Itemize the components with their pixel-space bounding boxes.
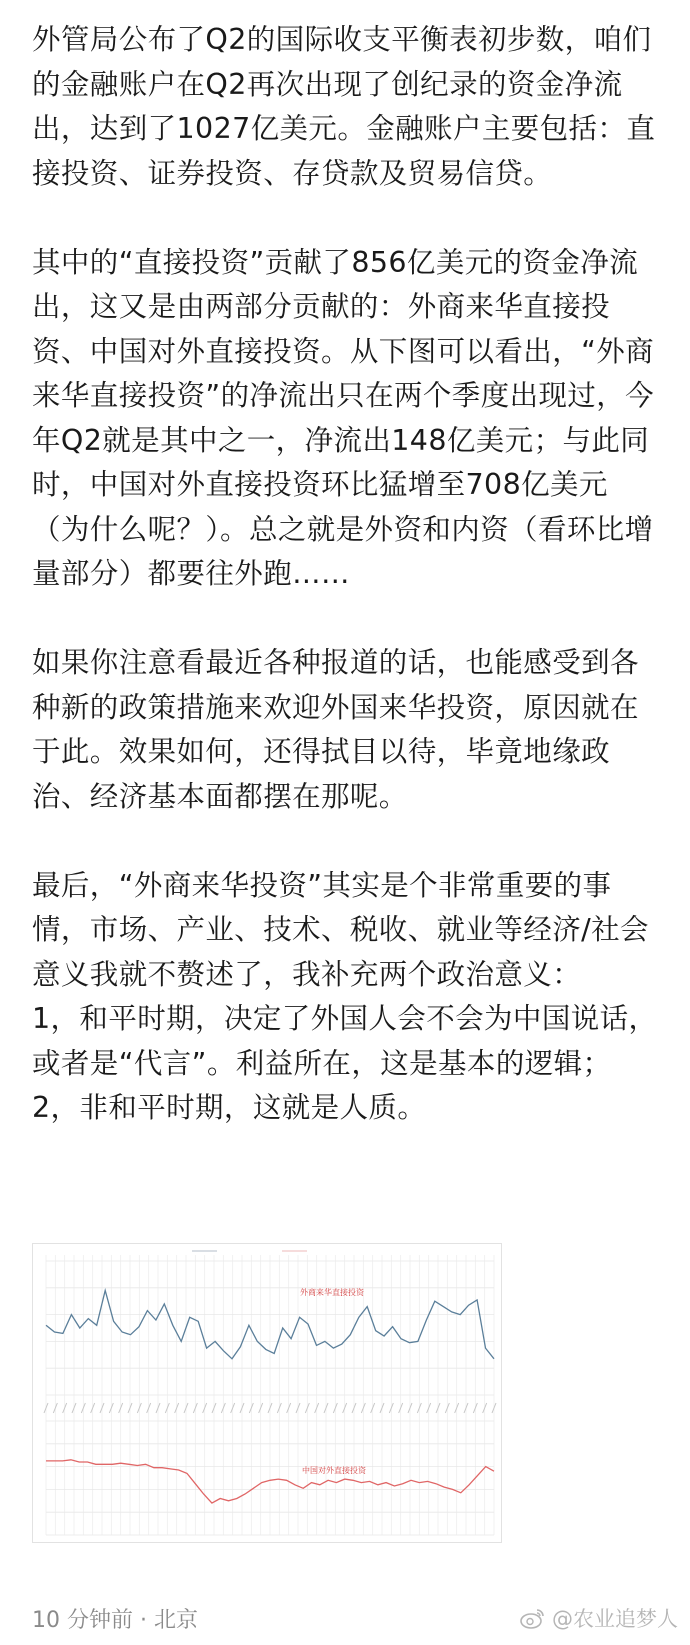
post-paragraph: 外管局公布了Q2的国际收支平衡表初步数，咱们的金融账户在Q2再次出现了创纪录的资金净流出，达到了1027亿美元。金融账户主要包括：直接投资、证券投资、存贷款及贸易信贷。 xyxy=(32,23,656,190)
weibo-logo-icon xyxy=(520,1607,546,1629)
post-paragraph: 如果你注意看最近各种报道的话，也能感受到各种新的政策措施来欢迎外国来华投资，原因就在于此。效果如何，还得拭目以待，毕竟地缘政治、经济基本面都摆在那呢。 xyxy=(32,646,639,813)
watermark-text: @农业追梦人 xyxy=(552,1607,678,1631)
chart-series-label: 外商来华直接投资 xyxy=(300,1288,364,1297)
post-paragraph: 其中的“直接投资”贡献了856亿美元的资金净流出，这又是由两部分贡献的：外商来华直接投资、中国对外直接投资。从下图可以看出，“外商来华直接投资”的净流出只在两个季度出现过，今年Q2就是其中之一，净流出148亿美元；与此同时，中国对外直接投资环比猛增至708亿美元（为什么呢？）。总之就是外资和内资（看环比增量部分）都要往外跑…… xyxy=(32,245,655,590)
post-body xyxy=(32,18,662,1131)
fdi-line-chart xyxy=(32,1243,502,1543)
chart-series-label: 中国对外直接投资 xyxy=(302,1466,366,1475)
post-paragraph: 最后，“外商来华投资”其实是个非常重要的事情，市场、产业、技术、税收、就业等经济/社会意义我就不赘述了，我补充两个政治意义： 1，和平时期，决定了外国人会不会为中国说话，或者是“代言”。利益所在，这是基本的逻辑； 2，非和平时期，这就是人质。 xyxy=(32,868,658,1124)
chart-frame xyxy=(33,1244,502,1543)
weibo-watermark xyxy=(520,1603,678,1633)
post-time-location: 10 分钟前 · 北京 xyxy=(32,1608,198,1633)
post-image-chart[interactable] xyxy=(32,1243,502,1543)
